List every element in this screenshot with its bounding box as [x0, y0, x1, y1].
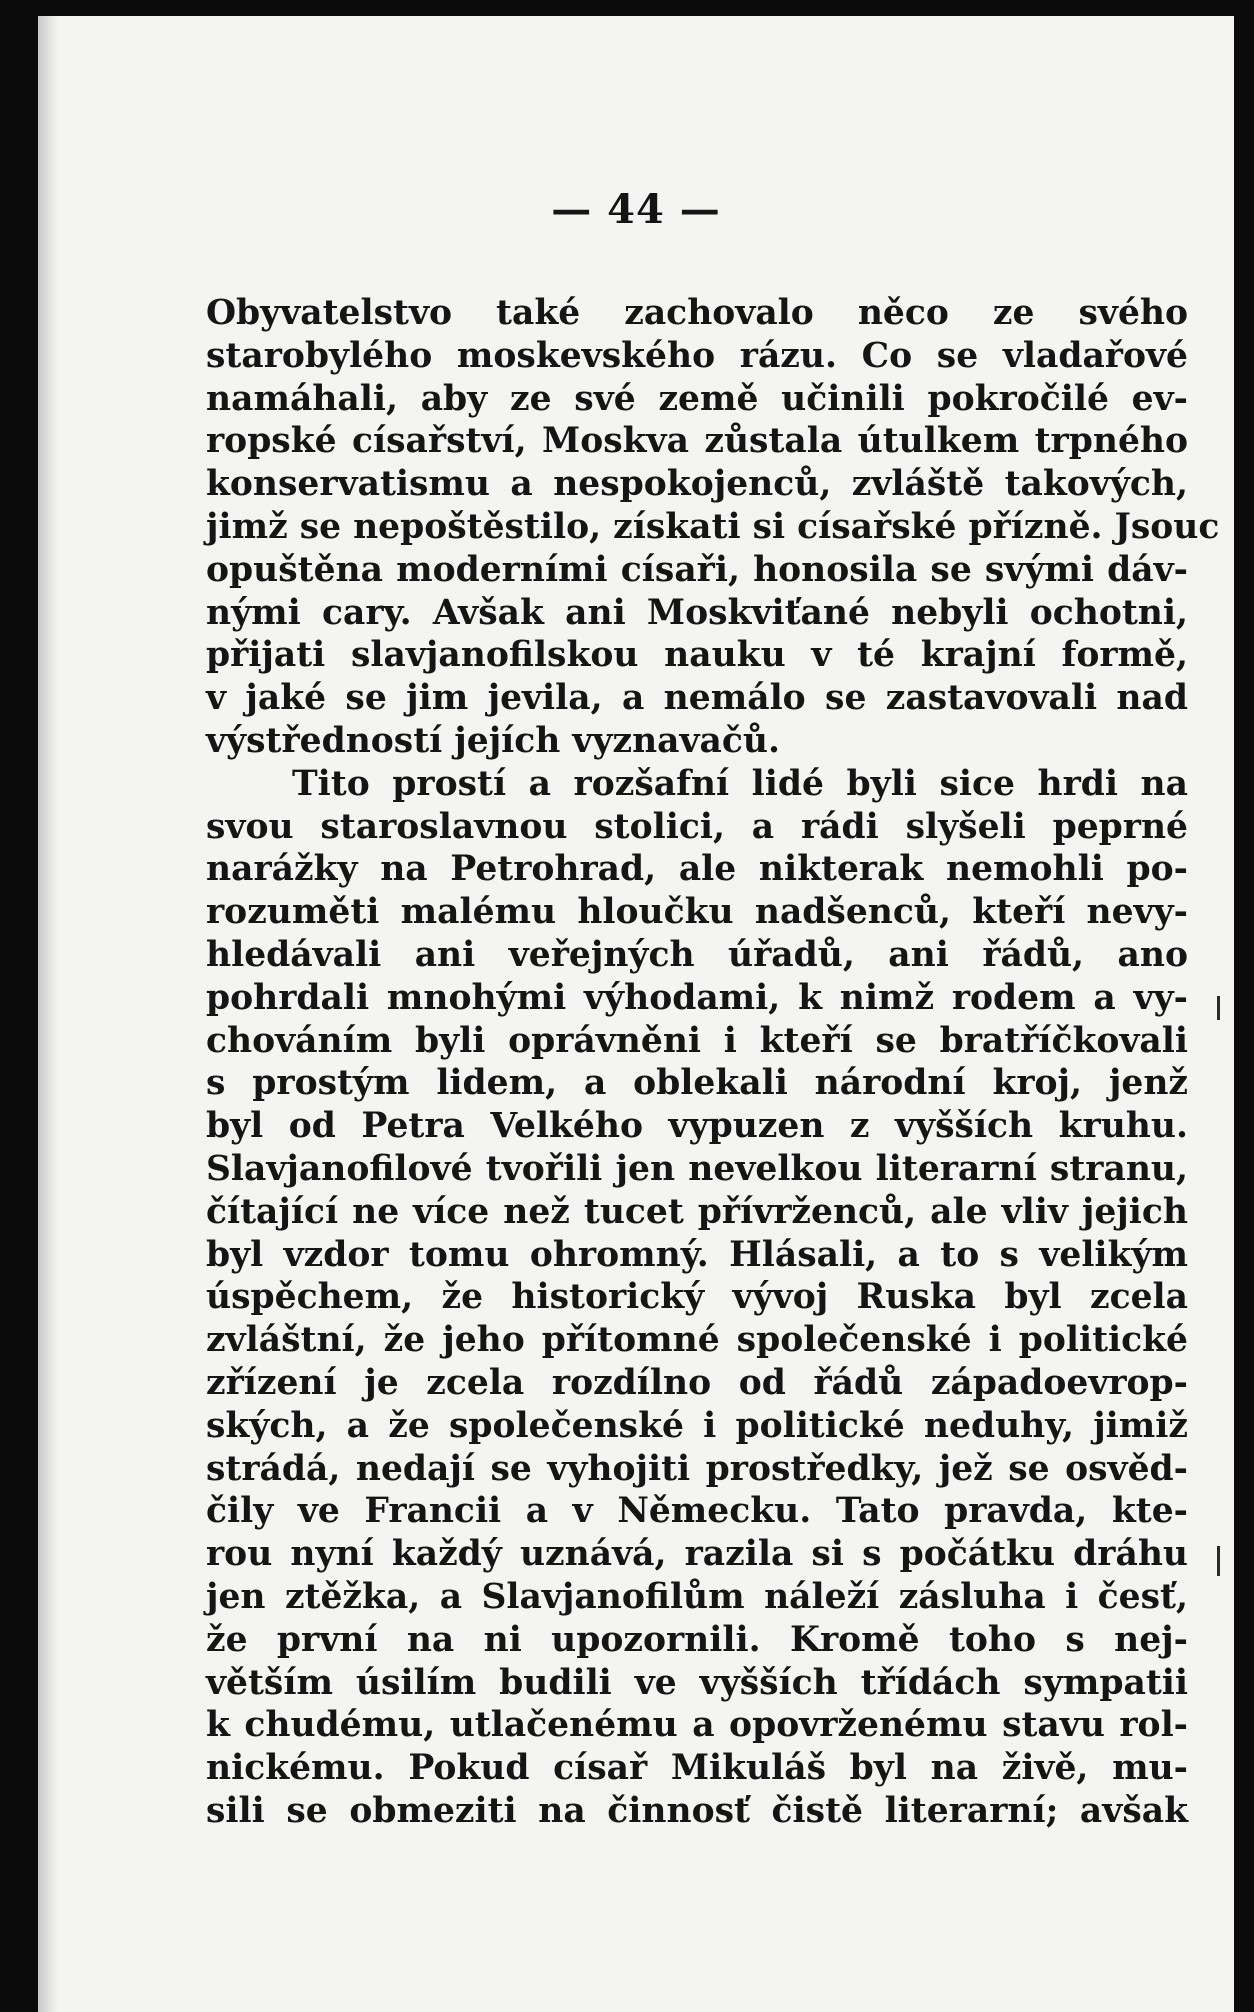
text-line: zřízení je zcela rozdílno od řádů západoevrop-	[206, 1362, 1188, 1403]
text-line: výstředností jejích vyznavačů.	[206, 720, 781, 761]
text-line: nými cary. Avšak ani Moskviťané nebyli ochotni,	[206, 592, 1188, 633]
text-line: rou nyní každý uznává, razila si s počátku dráhu	[206, 1534, 1188, 1575]
page-edge-mark	[1217, 1546, 1220, 1576]
text-line: byl vzdor tomu ohromný. Hlásali, a to s velikým	[206, 1234, 1188, 1275]
text-line: svou staroslavnou stolici, a rádi slyšeli peprné	[206, 806, 1188, 847]
text-line: ropské císařství, Moskva zůstala útulkem trpného	[206, 421, 1188, 462]
text-line: opuštěna moderními císaři, honosila se svými dáv-	[206, 549, 1188, 590]
text-line: k chudému, utlačenému a opovrženému stavu rol-	[206, 1705, 1188, 1746]
text-line: pohrdali mnohými výhodami, k nimž rodem a vy-	[206, 977, 1188, 1018]
text-line: čítající ne více než tucet přívrženců, ale vliv jejich	[206, 1191, 1188, 1232]
text-line: namáhali, aby ze své země učinili pokročilé ev-	[206, 378, 1188, 419]
text-line: rozuměti malému hloučku nadšenců, kteří nevy-	[206, 892, 1188, 933]
text-line: přijati slavjanofilskou nauku v té krajní formě,	[206, 635, 1188, 676]
text-line: v jaké se jim jevila, a nemálo se zastavovali nad	[206, 678, 1188, 719]
text-line: jen ztěžka, a Slavjanofilům náleží zásluha i česť,	[206, 1576, 1188, 1617]
page-number: — 44 —	[551, 186, 721, 233]
text-line: nickému. Pokud císař Mikuláš byl na živě, mu-	[206, 1748, 1188, 1789]
text-line: hledávali ani veřejných úřadů, ani řádů, ano	[206, 934, 1188, 975]
text-line: úspěchem, že historický vývoj Ruska byl zcela	[206, 1277, 1188, 1318]
text-line: starobylého moskevského rázu. Co se vladařové	[206, 335, 1188, 376]
page-edge-mark	[1217, 996, 1220, 1020]
text-line: čily ve Francii a v Německu. Tato pravda, kte-	[206, 1491, 1188, 1532]
text-line: větším úsilím budili ve vyšších třídách sympatii	[206, 1662, 1188, 1703]
text-line: Slavjanofilové tvořili jen nevelkou literarní stranu,	[206, 1148, 1188, 1189]
page-gutter-shadow	[38, 16, 58, 2012]
text-line: sili se obmeziti na činnosť čistě literarní; avšak	[206, 1790, 1188, 1831]
text-line: narážky na Petrohrad, ale nikterak nemohli po-	[206, 849, 1188, 890]
text-line: byl od Petra Velkého vypuzen z vyšších kruhu.	[206, 1106, 1188, 1147]
text-line: s prostým lidem, a oblekali národní kroj, jenž	[206, 1063, 1188, 1104]
book-page	[38, 16, 1234, 2012]
text-line: strádá, nedají se vyhojiti prostředky, jež se osvěd-	[206, 1448, 1188, 1489]
body-text	[206, 292, 1220, 1833]
text-line: Tito prostí a rozšafní lidé byli sice hrdi na	[292, 763, 1188, 804]
text-line: ských, a že společenské i politické neduhy, jimiž	[206, 1405, 1188, 1446]
text-line: zvláštní, že jeho přítomné společenské i politické	[206, 1320, 1188, 1361]
text-line: že první na ni upozornili. Kromě toho s nej-	[206, 1619, 1188, 1660]
text-line: chováním byli oprávněni i kteří se bratříčkovali	[206, 1020, 1188, 1061]
text-line: konservatismu a nespokojenců, zvláště takových,	[206, 464, 1188, 505]
text-line: Obyvatelstvo také zachovalo něco ze svého	[206, 293, 1188, 333]
text-line: jimž se nepoštěstilo, získati si císařské přízně. Jsouc	[206, 506, 1220, 547]
